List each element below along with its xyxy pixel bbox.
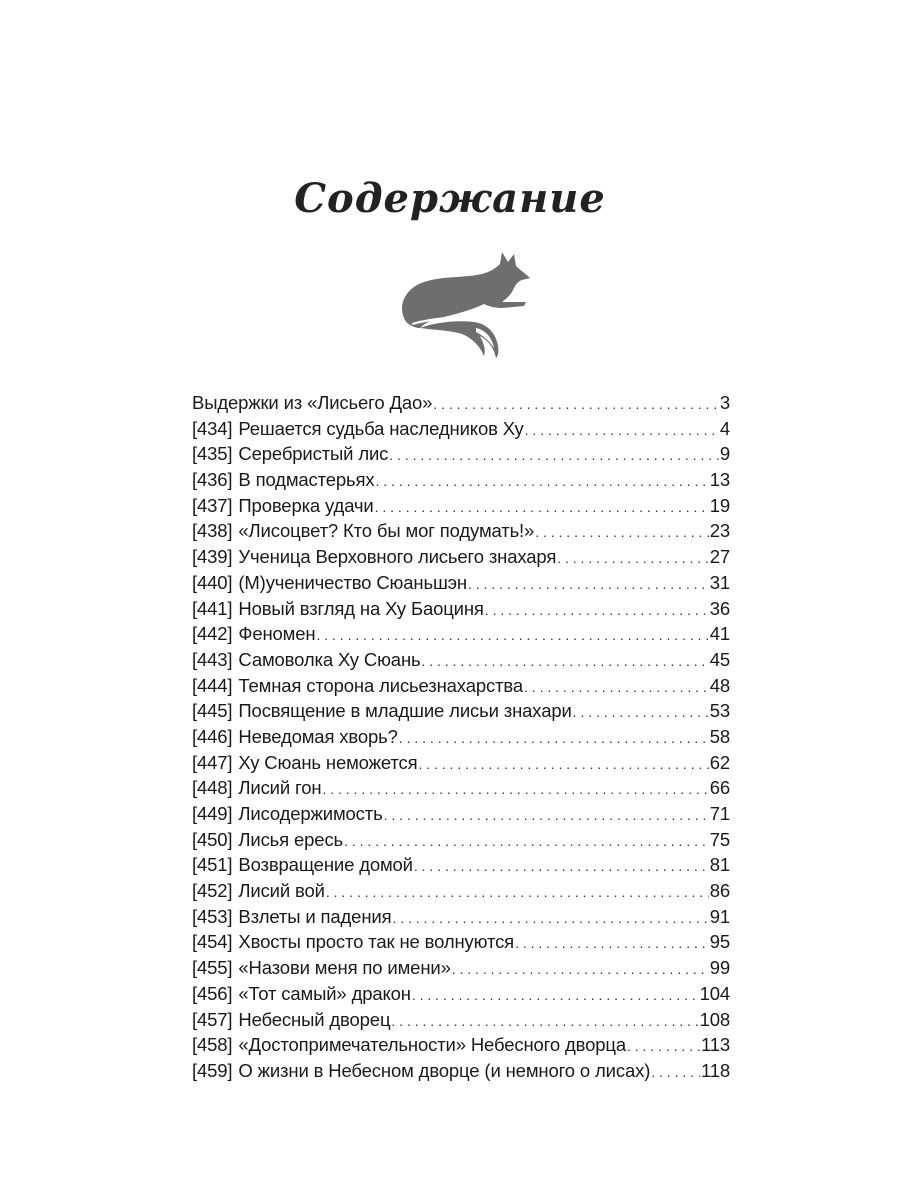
toc-entry: [192, 544, 730, 570]
toc-entry-text: Хвосты просто так не волнуются: [238, 931, 515, 953]
toc-entry-number: [434]: [192, 417, 233, 439]
toc-entry-number: [442]: [192, 623, 233, 645]
toc-entry-page: 75: [709, 828, 730, 850]
toc-entry-page: 13: [709, 469, 730, 491]
toc-dot-leader: [651, 1058, 700, 1086]
fox-icon: [390, 248, 540, 360]
toc-entry-page: 4: [719, 417, 730, 439]
toc-entry-title: [192, 981, 411, 1007]
toc-entry-number: [458]: [192, 1034, 233, 1056]
toc-dot-leader: [322, 775, 708, 803]
toc-dot-leader: [376, 467, 709, 495]
toc-entry-title: [192, 596, 484, 622]
toc-entry-number: [451]: [192, 854, 233, 876]
toc-entry-number: [447]: [192, 751, 233, 773]
toc-entry: [192, 904, 730, 930]
toc-entry: [192, 493, 730, 519]
toc-entry: [192, 570, 730, 596]
toc-dot-leader: [557, 544, 709, 572]
toc-entry: [192, 698, 730, 724]
toc-entry-title: [192, 467, 375, 493]
toc-entry-page: 104: [699, 982, 730, 1004]
toc-entry-page: 58: [709, 725, 730, 747]
toc-entry-text: Лисий гон: [238, 777, 322, 799]
toc-entry-text: Феномен: [238, 623, 316, 645]
toc-entry-number: [437]: [192, 494, 233, 516]
toc-entry-text: Серебристый лис: [238, 443, 389, 465]
toc-entry-title: [192, 929, 514, 955]
toc-entry: [192, 878, 730, 904]
toc-entry: [192, 724, 730, 750]
toc-entry-number: [439]: [192, 546, 233, 568]
toc-entry-title: [192, 775, 321, 801]
toc-entry-number: [455]: [192, 957, 233, 979]
toc-entry: [192, 775, 730, 801]
toc-dot-leader: [627, 1032, 700, 1060]
toc-entry-page: 36: [709, 597, 730, 619]
toc-entry-page: 95: [709, 931, 730, 953]
toc-entry-title: [192, 1058, 650, 1084]
toc-entry-number: [435]: [192, 443, 233, 465]
toc-entry-page: 71: [709, 803, 730, 824]
toc-entry: [192, 416, 730, 442]
toc-entry-text: Лисья ересь: [238, 828, 344, 850]
toc-entry-title: [192, 621, 315, 647]
toc-entry-text: Ху Сюань неможется: [238, 751, 418, 773]
toc-entry: [192, 467, 730, 493]
toc-dot-leader: [468, 570, 709, 598]
toc-entry-page: 62: [709, 751, 730, 773]
toc-entry-text: (М)ученичество Сюаньшэн: [238, 571, 467, 593]
toc-entry-number: [454]: [192, 931, 233, 953]
toc-entry-title: [192, 493, 374, 519]
toc-entry-number: [444]: [192, 674, 233, 696]
toc-entry-text: В подмастерьях: [238, 469, 375, 491]
toc-entry-text: Неведомая хворь?: [238, 725, 398, 747]
toc-entry-page: 19: [709, 494, 730, 516]
toc-dot-leader: [391, 1007, 698, 1035]
toc-entry-number: [440]: [192, 571, 233, 593]
toc-entry: [192, 929, 730, 955]
toc-dot-leader: [515, 929, 709, 957]
toc-entry-page: 118: [700, 1059, 730, 1081]
toc-entry: [192, 1007, 730, 1033]
toc-entry-title: [192, 750, 417, 776]
toc-entry: [192, 441, 730, 467]
toc-entry-title: [192, 390, 432, 416]
toc-entry-page: 23: [709, 520, 730, 542]
toc-entry-page: 45: [709, 648, 730, 670]
toc-entry-page: 66: [709, 777, 730, 799]
toc-entry-page: 53: [709, 700, 730, 722]
toc-entry: [192, 621, 730, 647]
toc-entry: [192, 1032, 730, 1058]
toc-dot-leader: [392, 904, 708, 932]
toc-entry-text: Темная сторона лисьезнахарства: [238, 674, 524, 696]
toc-entry-page: 91: [709, 905, 730, 927]
toc-entry-title: [192, 570, 467, 596]
toc-entry-page: 3: [719, 392, 730, 413]
toc-entry-text: «Назови меня по имени»: [238, 957, 451, 979]
toc-entry-text: Посвящение в младшие лисьи знахари: [238, 700, 572, 722]
toc-entry-text: О жизни в Небесном дворце (и немного о лисах): [238, 1059, 651, 1081]
toc-entry-title: [192, 518, 534, 544]
toc-entry-number: [448]: [192, 777, 233, 799]
toc-dot-leader: [316, 621, 708, 649]
toc-entry-page: 48: [709, 674, 730, 696]
toc-entry: [192, 801, 730, 827]
toc-entry-page: 86: [709, 880, 730, 902]
toc-dot-leader: [384, 801, 709, 829]
toc-entry: [192, 827, 730, 853]
toc-entry-title: [192, 852, 413, 878]
toc-entry-number: [457]: [192, 1008, 233, 1030]
toc-entry-text: Небесный дворец: [238, 1008, 391, 1030]
toc-entry-text: Выдержки из «Лисьего Дао»: [192, 392, 433, 413]
toc-entry-text: Взлеты и падения: [238, 905, 392, 927]
toc-dot-leader: [525, 416, 719, 444]
toc-entry: [192, 673, 730, 699]
toc-dot-leader: [573, 698, 709, 726]
toc-entry-text: «Лисоцвет? Кто бы мог подумать!»: [238, 520, 535, 542]
toc-entry-number: [446]: [192, 725, 233, 747]
toc-entry-text: «Тот самый» дракон: [238, 982, 411, 1004]
toc-entry-number: [436]: [192, 469, 233, 491]
toc-entry-page: 27: [709, 546, 730, 568]
toc-entry-number: [456]: [192, 982, 233, 1004]
toc-entry-page: 9: [719, 443, 730, 465]
toc-entry-number: [449]: [192, 803, 233, 824]
toc-entry-title: [192, 416, 524, 442]
toc-dot-leader: [412, 981, 699, 1009]
toc-entry-text: «Достопримечательности» Небесного дворца: [238, 1034, 626, 1056]
toc-entry: [192, 647, 730, 673]
toc-entry-title: [192, 1032, 626, 1058]
toc-entry-text: Проверка удачи: [238, 494, 374, 516]
toc-dot-leader: [326, 878, 709, 906]
toc-entry-title: [192, 801, 383, 827]
toc-entry-number: [453]: [192, 905, 233, 927]
toc-entry-text: Новый взгляд на Ху Баоциня: [238, 597, 484, 619]
toc-dot-leader: [433, 390, 719, 418]
toc-entry: [192, 852, 730, 878]
toc-entry-number: [441]: [192, 597, 233, 619]
toc-entry-text: Лисодержимость: [238, 803, 383, 824]
toc-entry-page: 113: [700, 1034, 730, 1056]
toc-entry-page: 41: [709, 623, 730, 645]
table-of-contents: [192, 390, 730, 1084]
toc-dot-leader: [524, 673, 709, 701]
toc-entry-text: Лисий вой: [238, 880, 325, 902]
toc-entry-title: [192, 1007, 390, 1033]
toc-entry-page: 31: [709, 571, 730, 593]
toc-dot-leader: [375, 493, 709, 521]
toc-entry: [192, 596, 730, 622]
toc-entry-number: [459]: [192, 1059, 233, 1081]
toc-entry-number: [443]: [192, 648, 233, 670]
toc-entry-title: [192, 878, 325, 904]
toc-entry-page: 81: [709, 854, 730, 876]
toc-entry-title: [192, 904, 391, 930]
toc-entry-page: 99: [709, 957, 730, 979]
toc-entry-number: [452]: [192, 880, 233, 902]
toc-entry-title: [192, 827, 343, 853]
toc-entry-text: Решается судьба наследников Ху: [238, 417, 524, 439]
toc-entry-number: [450]: [192, 828, 233, 850]
toc-entry-title: [192, 673, 523, 699]
toc-entry-text: Возвращение домой: [238, 854, 413, 876]
toc-entry-title: [192, 544, 556, 570]
page-title: Содержание: [294, 174, 606, 222]
toc-entry-title: [192, 647, 421, 673]
toc-dot-leader: [485, 596, 709, 624]
toc-entry-title: [192, 698, 572, 724]
toc-dot-leader: [399, 724, 709, 752]
toc-dot-leader: [344, 827, 709, 855]
toc-entry-title: [192, 724, 398, 750]
toc-entry-page: 108: [699, 1008, 730, 1030]
toc-entry-title: [192, 441, 388, 467]
toc-dot-leader: [414, 852, 709, 880]
toc-entry: [192, 955, 730, 981]
toc-dot-leader: [452, 955, 709, 983]
toc-entry-title: [192, 955, 451, 981]
toc-dot-leader: [422, 647, 709, 675]
toc-entry: [192, 518, 730, 544]
toc-dot-leader: [389, 441, 719, 469]
toc-entry-number: [438]: [192, 520, 233, 542]
toc-entry-text: Ученица Верховного лисьего знахаря: [238, 546, 557, 568]
toc-dot-leader: [418, 750, 708, 778]
toc-entry-number: [445]: [192, 700, 233, 722]
toc-entry: [192, 390, 730, 416]
toc-entry: [192, 981, 730, 1007]
toc-dot-leader: [535, 518, 709, 546]
toc-entry: [192, 1058, 730, 1084]
toc-entry-text: Самоволка Ху Сюань: [238, 648, 421, 670]
toc-entry: [192, 750, 730, 776]
